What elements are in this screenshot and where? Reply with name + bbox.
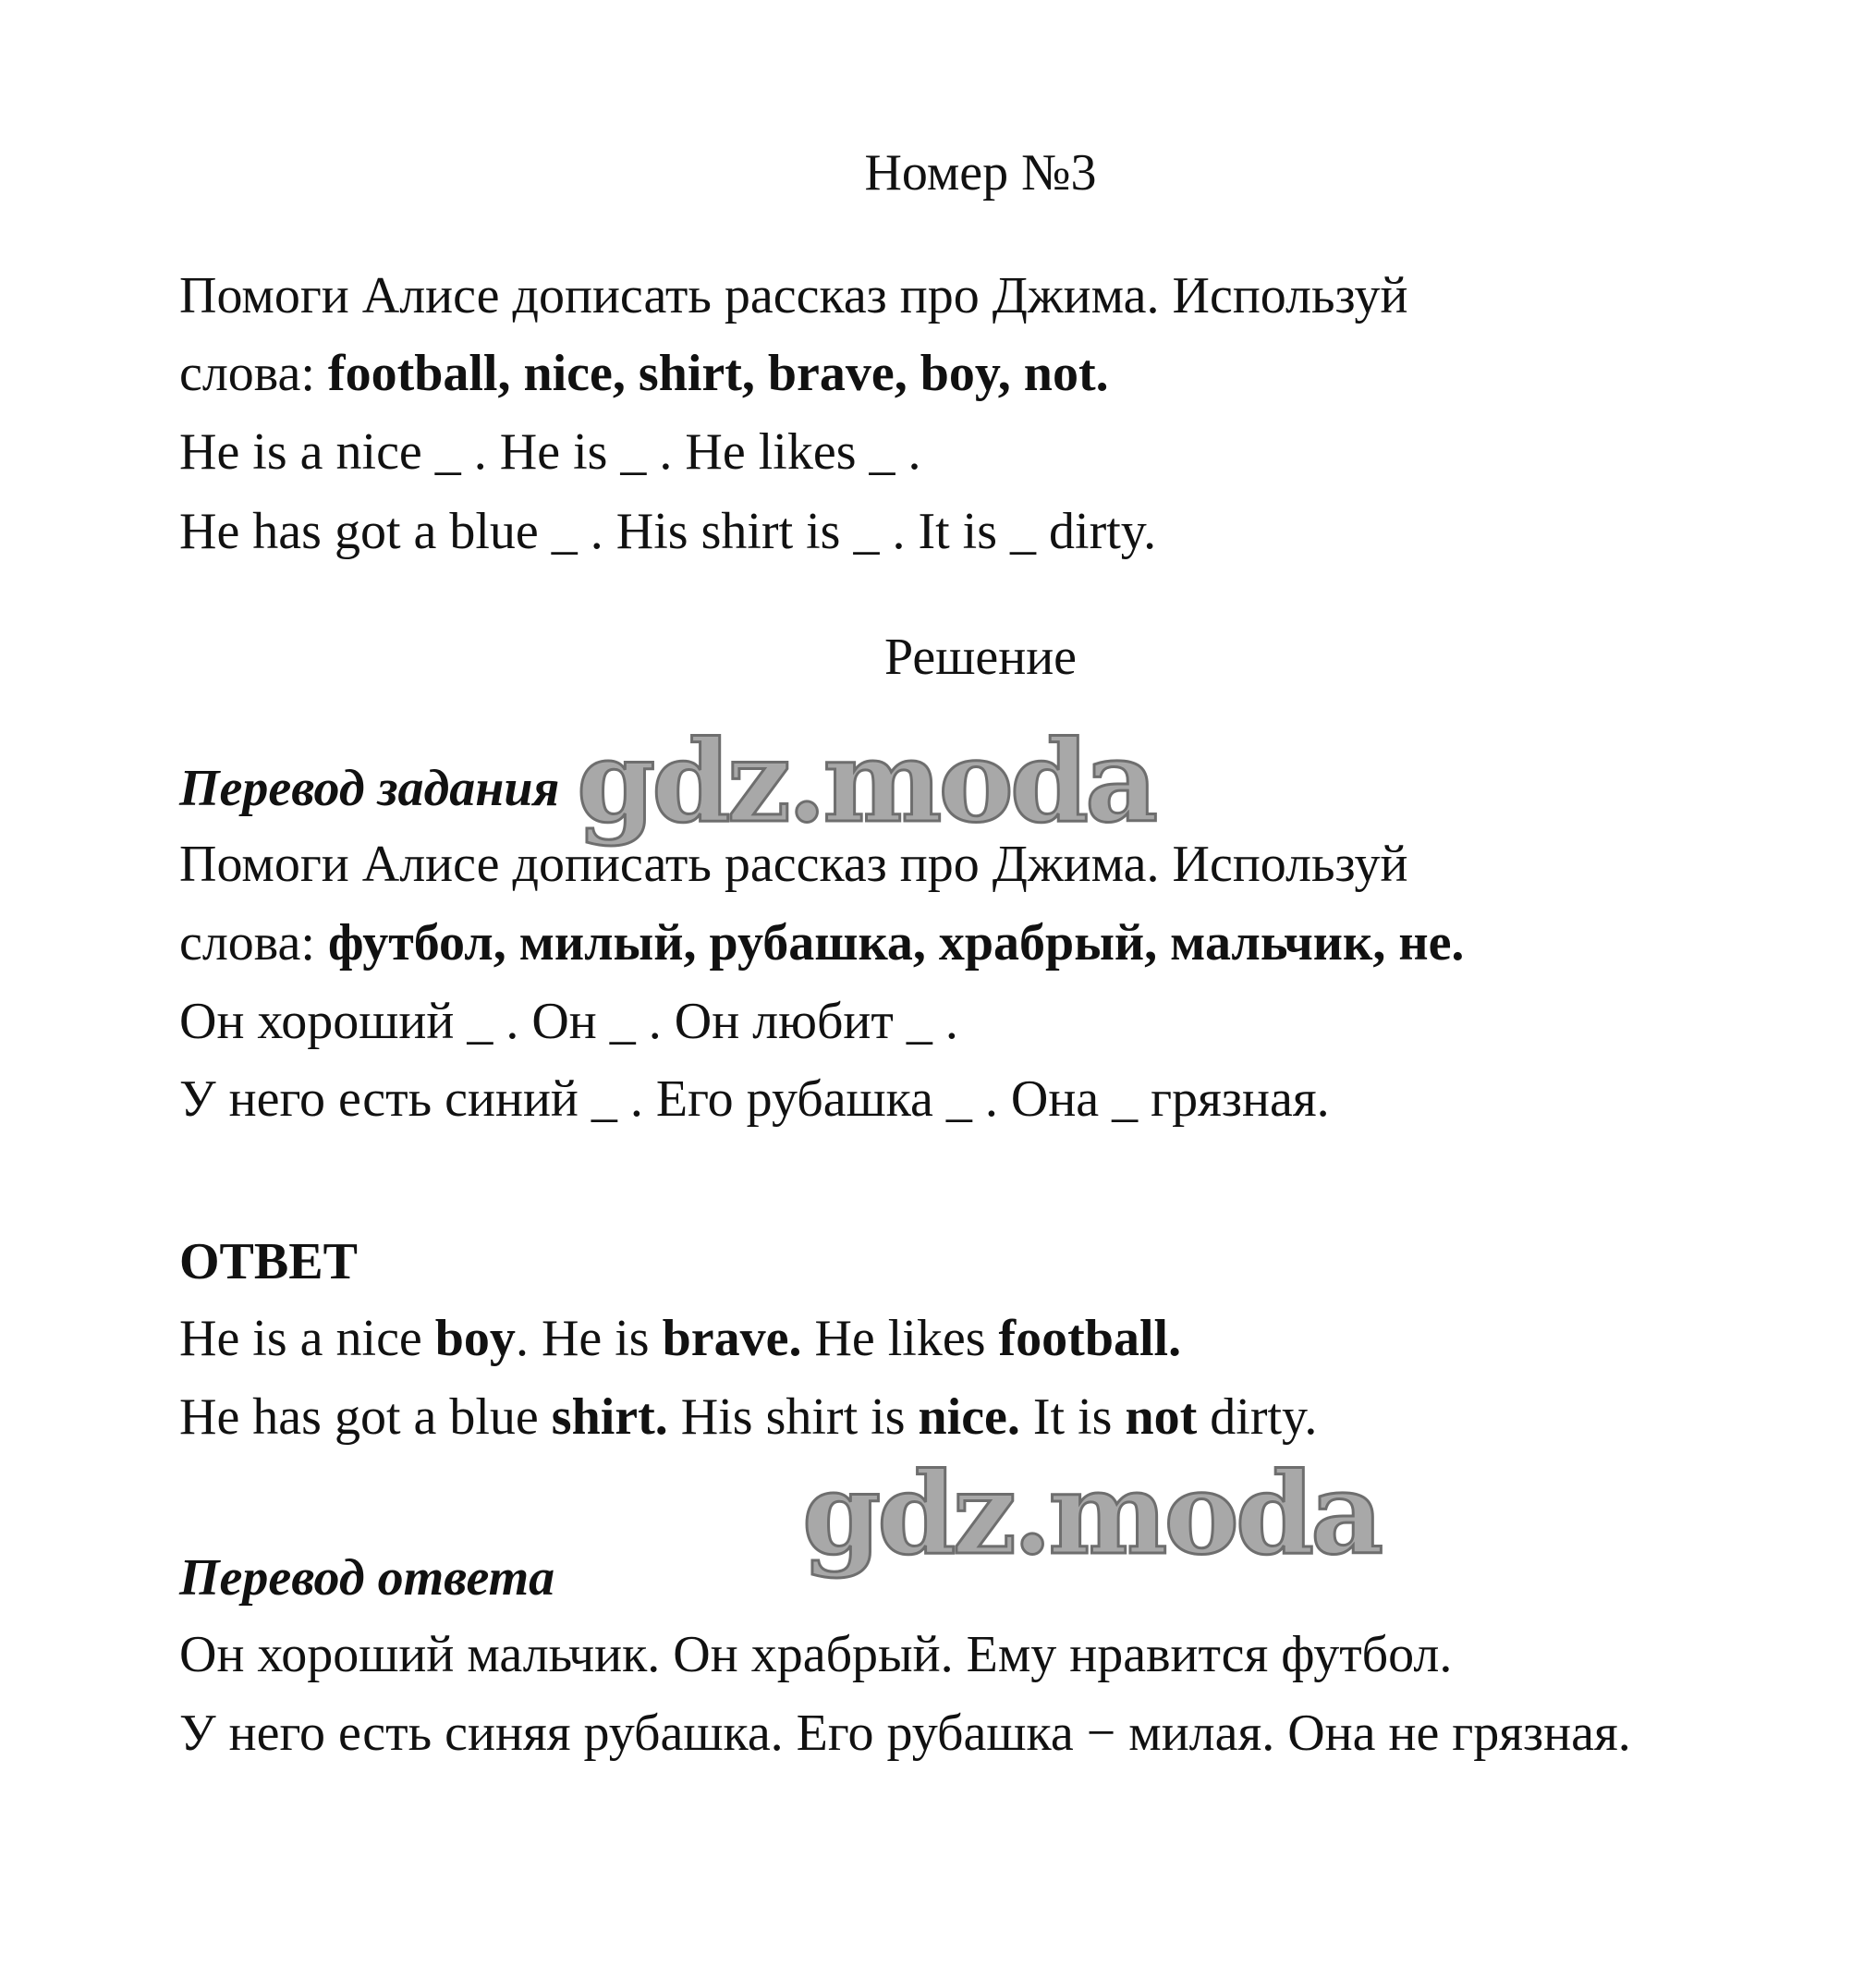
answer-word-not: not (1125, 1388, 1198, 1446)
translation-answer-line-1: Он хороший мальчик. Он храбрый. Ему нравится футбол. (179, 1626, 1453, 1683)
task-line-2 (179, 341, 1109, 406)
answer-text: It is (1019, 1388, 1126, 1446)
task-line-4: He has got a blue _ . His shirt is _ . It is _ dirty. (179, 503, 1157, 560)
solution-heading: Решение (883, 629, 1078, 686)
translation-line-3: Он хороший _ . Он _ . Он любит _ . (179, 993, 958, 1050)
answer-text: He has got a blue (179, 1388, 552, 1446)
page-title: Номер №3 (864, 144, 1097, 202)
task-line-1: Помоги Алисе дописать рассказ про Джима. Используй (179, 267, 1408, 324)
answer-word-boy: boy (434, 1310, 516, 1367)
translation-answer-heading: Перевод ответа (179, 1549, 555, 1607)
answer-word-brave: brave. (662, 1310, 802, 1367)
watermark-bottom: gdz.moda (802, 1447, 1381, 1580)
answer-line-2 (179, 1385, 1317, 1449)
translation-line-1: Помоги Алисе дописать рассказ про Джима. Используй (179, 836, 1408, 893)
answer-word-nice: nice. (918, 1388, 1020, 1446)
translation-words-list: футбол, милый, рубашка, храбрый, мальчик, не. (327, 914, 1465, 972)
task-words-prefix: слова: (179, 345, 328, 402)
translation-answer-line-2: У него есть синяя рубашка. Его рубашка − милая. Она не грязная. (179, 1705, 1631, 1762)
task-words-list: football, nice, shirt, brave, boy, not. (327, 345, 1109, 402)
answer-text: He is a nice (179, 1310, 435, 1367)
translation-task-heading: Перевод задания (179, 760, 560, 817)
answer-line-1 (179, 1306, 1181, 1371)
answer-text: His shirt is (667, 1388, 919, 1446)
task-line-3: He is a nice _ . He is _ . He likes _ . (179, 423, 921, 481)
answer-text: He likes (801, 1310, 999, 1367)
translation-line-2 (179, 911, 1464, 975)
translation-line-4: У него есть синий _ . Его рубашка _ . Она _ грязная. (179, 1070, 1330, 1128)
answer-heading: ОТВЕТ (179, 1233, 358, 1290)
answer-word-football: football. (998, 1310, 1182, 1367)
answer-text: dirty. (1197, 1388, 1318, 1446)
watermark-top: gdz.moda (577, 715, 1155, 848)
translation-words-prefix: слова: (179, 914, 328, 972)
answer-word-shirt: shirt. (551, 1388, 668, 1446)
answer-text: . He is (515, 1310, 663, 1367)
